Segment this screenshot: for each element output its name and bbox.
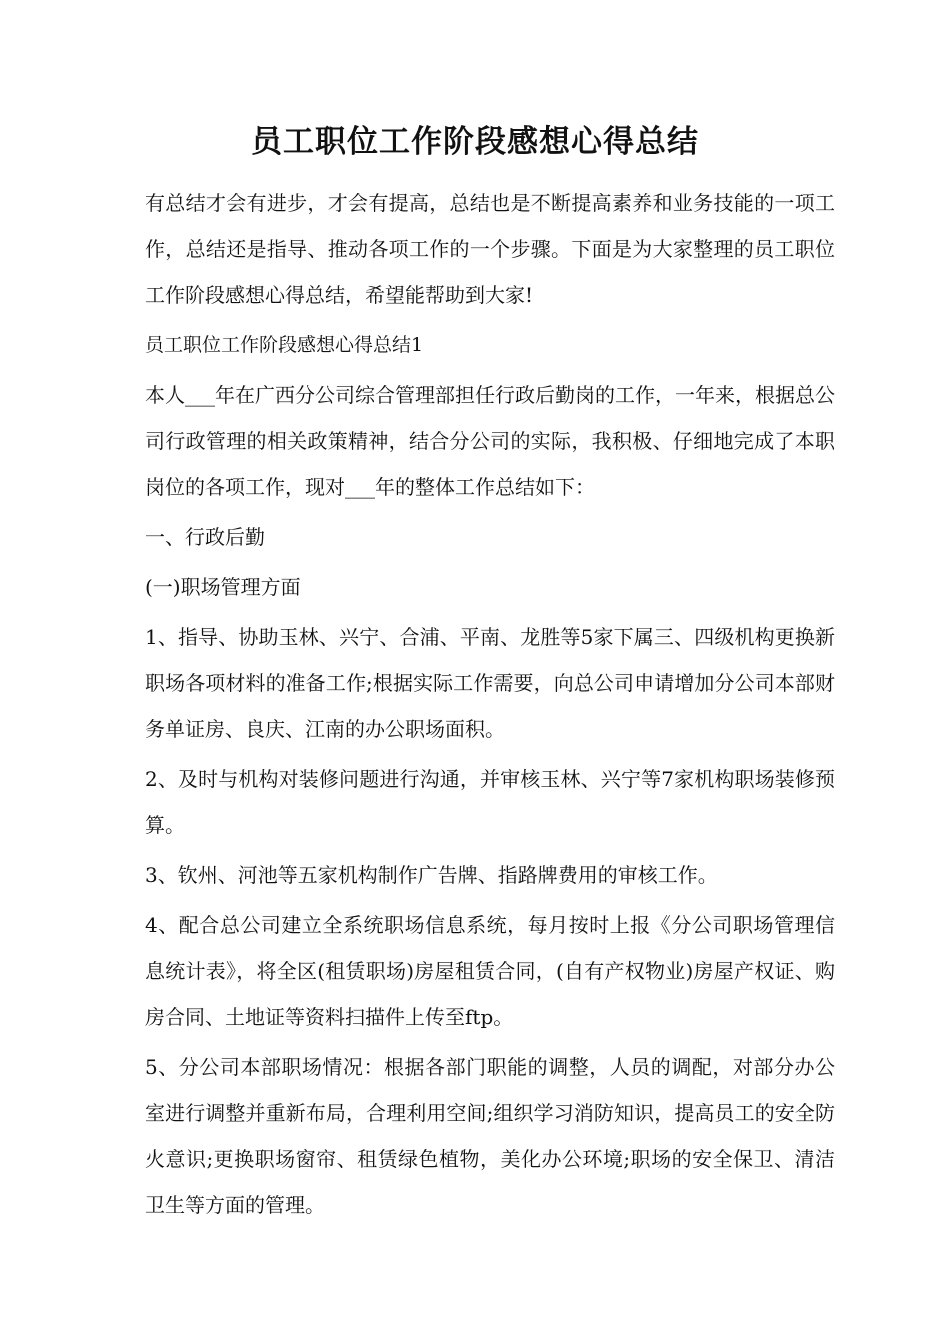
document-body	[145, 180, 835, 1232]
list-item: 4、配合总公司建立全系统职场信息系统，每月按时上报《分公司职场管理信息统计表》，将全区(租赁职场)房屋租赁合同，(自有产权物业)房屋产权证、购房合同、土地证等资料扫描件上传至ftp。	[145, 913, 835, 1029]
subsection-heading: (一)职场管理方面	[145, 575, 301, 599]
intro-paragraph: 有总结才会有进步，才会有提高，总结也是不断提高素养和业务技能的一项工作，总结还是指导、推动各项工作的一个步骤。下面是为大家整理的员工职位工作阶段感想心得总结，希望能帮助到大家!	[145, 191, 835, 307]
list-item: 1、指导、协助玉林、兴宁、合浦、平南、龙胜等5家下属三、四级机构更换新职场各项材料的准备工作;根据实际工作需要，向总公司申请增加分公司本部财务单证房、良庆、江南的办公职场面积。	[145, 625, 835, 741]
list-item: 5、分公司本部职场情况：根据各部门职能的调整，人员的调配，对部分办公室进行调整并重新布局，合理利用空间;组织学习消防知识，提高员工的安全防火意识;更换职场窗帘、租赁绿色植物，美化办公环境;职场的安全保卫、清洁卫生等方面的管理。	[145, 1055, 835, 1217]
list-item: 3、钦州、河池等五家机构制作广告牌、指路牌费用的审核工作。	[145, 863, 718, 887]
body-paragraph: 本人___年在广西分公司综合管理部担任行政后勤岗的工作，一年来，根据总公司行政管理的相关政策精神，结合分公司的实际，我积极、仔细地完成了本职岗位的各项工作，现对___年的整体工作总结如下：	[145, 383, 835, 499]
section-heading: 员工职位工作阶段感想心得总结1	[145, 334, 424, 356]
list-item: 2、及时与机构对装修问题进行沟通，并审核玉林、兴宁等7家机构职场装修预算。	[145, 767, 835, 837]
subsection-heading: 一、行政后勤	[145, 525, 265, 549]
document-title: 员工职位工作阶段感想心得总结	[251, 124, 699, 160]
